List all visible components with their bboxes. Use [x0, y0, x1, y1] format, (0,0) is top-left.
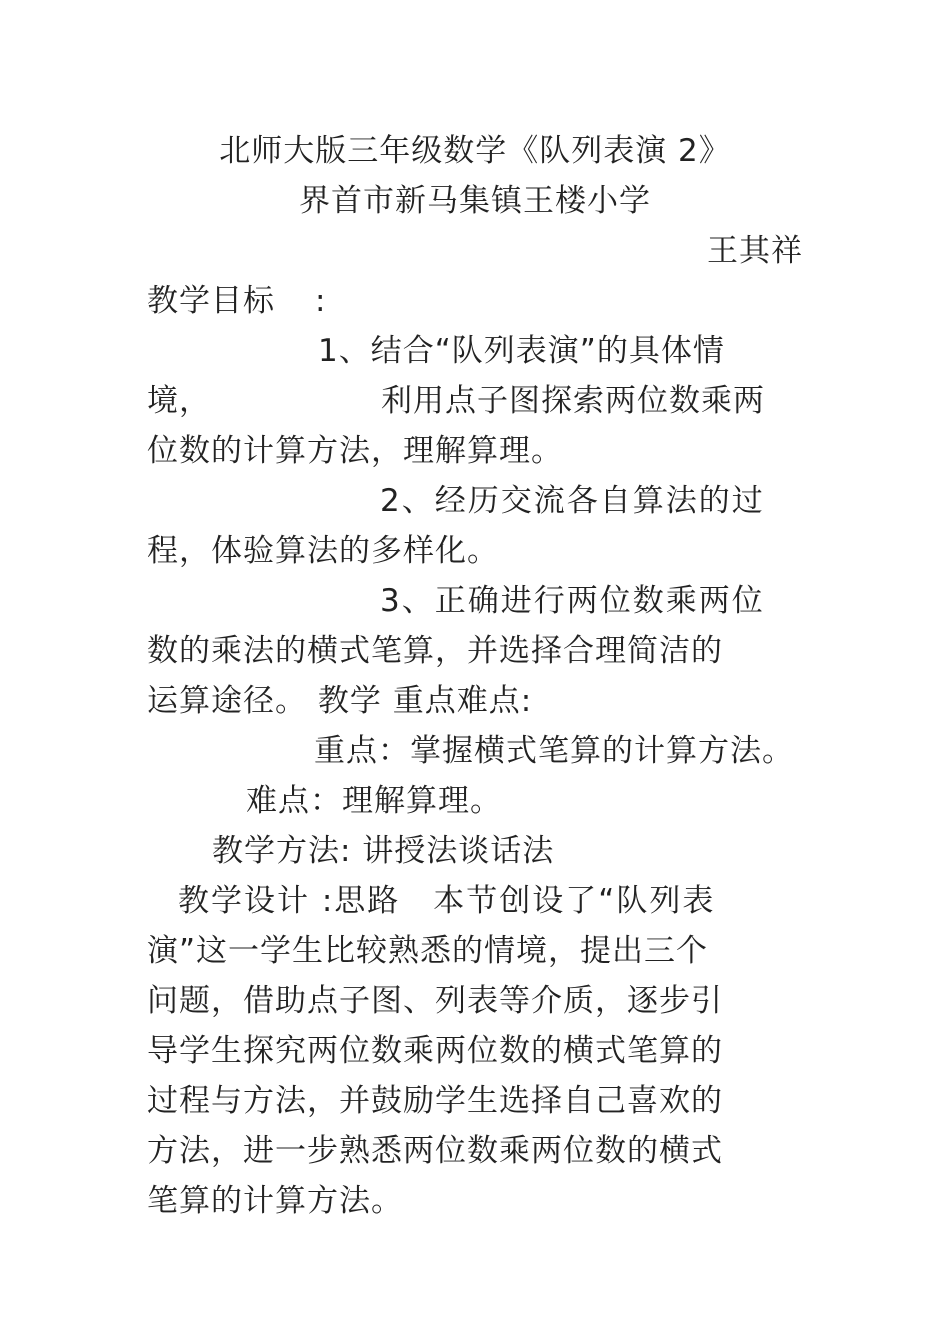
school-name: 界首市新马集镇王楼小学: [299, 183, 651, 219]
objective-2-line-b: 程，体验算法的多样化。: [147, 533, 499, 569]
objectives-heading-line: [147, 276, 837, 326]
design-line-f: 方法，进一步熟悉两位数乘两位数的横式: [147, 1133, 723, 1169]
objective-1-start: 境，: [147, 383, 211, 419]
objectives-heading: 教学目标: [147, 283, 275, 319]
document-title: 北师大版三年级数学《队列表演 2》: [219, 133, 731, 169]
objective-3-line-c: 运算途径。 教学 重点难点:: [147, 683, 533, 719]
difficult-point: 难点：理解算理。: [246, 783, 502, 819]
design-line-e: 过程与方法，并鼓励学生选择自己喜欢的: [147, 1083, 723, 1119]
objective-1-line-c: 位数的计算方法，理解算理。: [147, 433, 563, 469]
objective-1-end: 利用点子图探索两位数乘两: [381, 383, 765, 419]
design-line-a: 教学设计 :思路 本节创设了“队列表: [178, 883, 716, 919]
objective-3-line-b: 数的乘法的横式笔算，并选择合理简洁的: [147, 633, 723, 669]
design-line-c: 问题，借助点子图、列表等介质，逐步引: [147, 983, 723, 1019]
objective-3-line-a: 3、正确进行两位数乘两位: [380, 583, 765, 619]
design-line-d: 导学生探究两位数乘两位数的横式笔算的: [147, 1033, 723, 1069]
objective-1-line-b: [147, 376, 837, 426]
author-name: 王其祥: [707, 233, 803, 269]
objectives-colon: :: [315, 283, 327, 319]
objective-2-line-a: 2、经历交流各自算法的过: [380, 483, 765, 519]
design-line-b: 演”这一学生比较熟悉的情境，提出三个: [147, 933, 709, 969]
key-point: 重点：掌握横式笔算的计算方法。: [314, 733, 794, 769]
objective-1-line-a: 1、结合“队列表演”的具体情: [318, 333, 725, 369]
design-line-g: 笔算的计算方法。: [147, 1183, 403, 1219]
teaching-method: 教学方法: 讲授法谈话法: [212, 833, 555, 869]
